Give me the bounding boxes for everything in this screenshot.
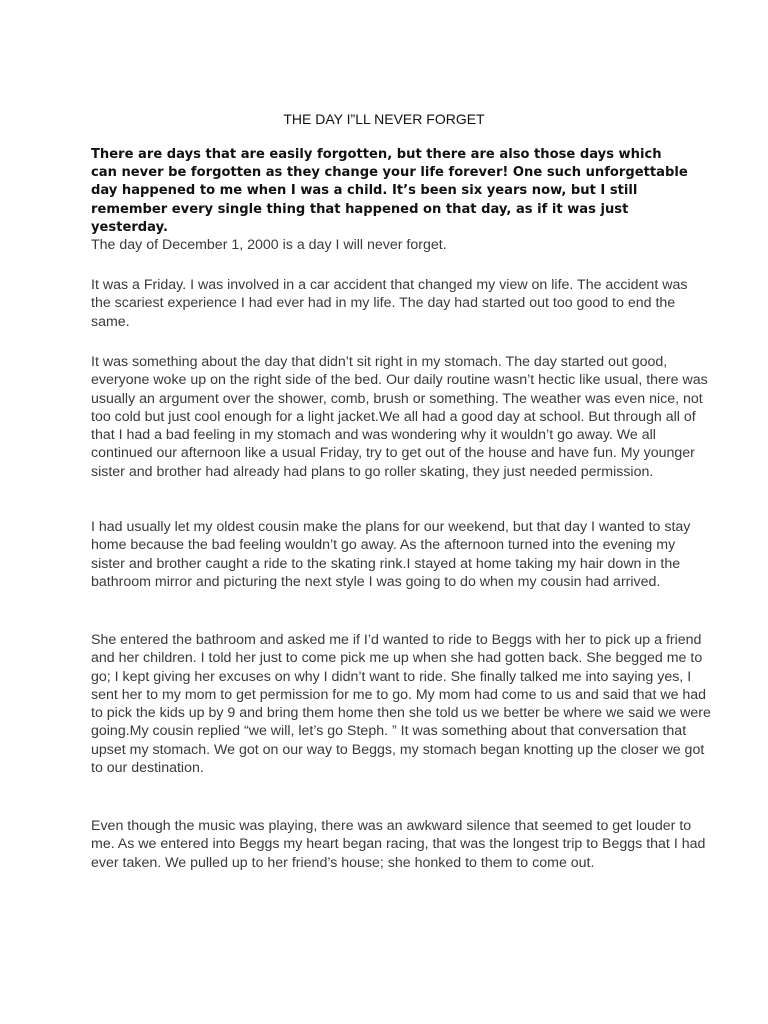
body-paragraph: Even though the music was playing, there was an awkward silence that seemed to get louder to me. As we entered into Beggs my heart began racing, that was the longest trip to Beggs that I had ever taken. We pulled up to her friend’s house; she honked to them to come out. [91, 818, 706, 871]
body-paragraph: It was something about the day that didn’t sit right in my stomach. The day started out good, everyone woke up on the right side of the bed. Our daily routine wasn’t hectic like usual, there was usually an argument over the shower, comb, brush or something. The weather was even nice, not too cold but just cool enough for a light jacket.We all had a good day at school. But through all of that I had a bad feeling in my stomach and was wondering why it wouldn’t go away. We all continued our afternoon like a usual Friday, try to get out of the house and have fun. My younger sister and brother had already had plans to go roller skating, they just needed permission. [91, 354, 708, 480]
body-paragraph: It was a Friday. I was involved in a car accident that changed my view on life. The accident was the scariest experience I had ever had in my life. The day had started out too good to end the same. [91, 277, 688, 330]
body-paragraph: The day of December 1, 2000 is a day I will never forget. [91, 237, 447, 253]
body-paragraph: She entered the bathroom and asked me if I’d wanted to ride to Beggs with her to pick up a friend and her children. I told her just to come pick me up when she had gotten back. She begged me to go; I kept giving her excuses on why I didn’t want to ride. She finally talked me into saying yes, I sent her to my mom to get permission for me to go. My mom had come to us and said that we had to pick the kids up by 9 and bring them home then she told us we better be where we said we were going.My cousin replied “we will, let’s go Steph. ” It was something about that conversation that upset my stomach. We got on our way to Beggs, my stomach began knotting up the closer we got to our destination. [91, 632, 711, 777]
intro-paragraph: There are days that are easily forgotten, but there are also those days which can never be forgotten as they change your life forever! One such unforgettable day happened to me when I was a child. It’s been six years now, but I still remember every single thing that happened on that day, as if it was just yesterday. [91, 147, 688, 235]
body-paragraph: I had usually let my oldest cousin make the plans for our weekend, but that day I wanted to stay home because the bad feeling wouldn’t go away. As the afternoon turned into the evening my sister and brother caught a ride to the skating rink.I stayed at home taking my hair down in the bathroom mirror and picturing the next style I was going to do when my cousin had arrived. [91, 519, 691, 590]
document-title: THE DAY I”LL NEVER FORGET [283, 111, 485, 127]
